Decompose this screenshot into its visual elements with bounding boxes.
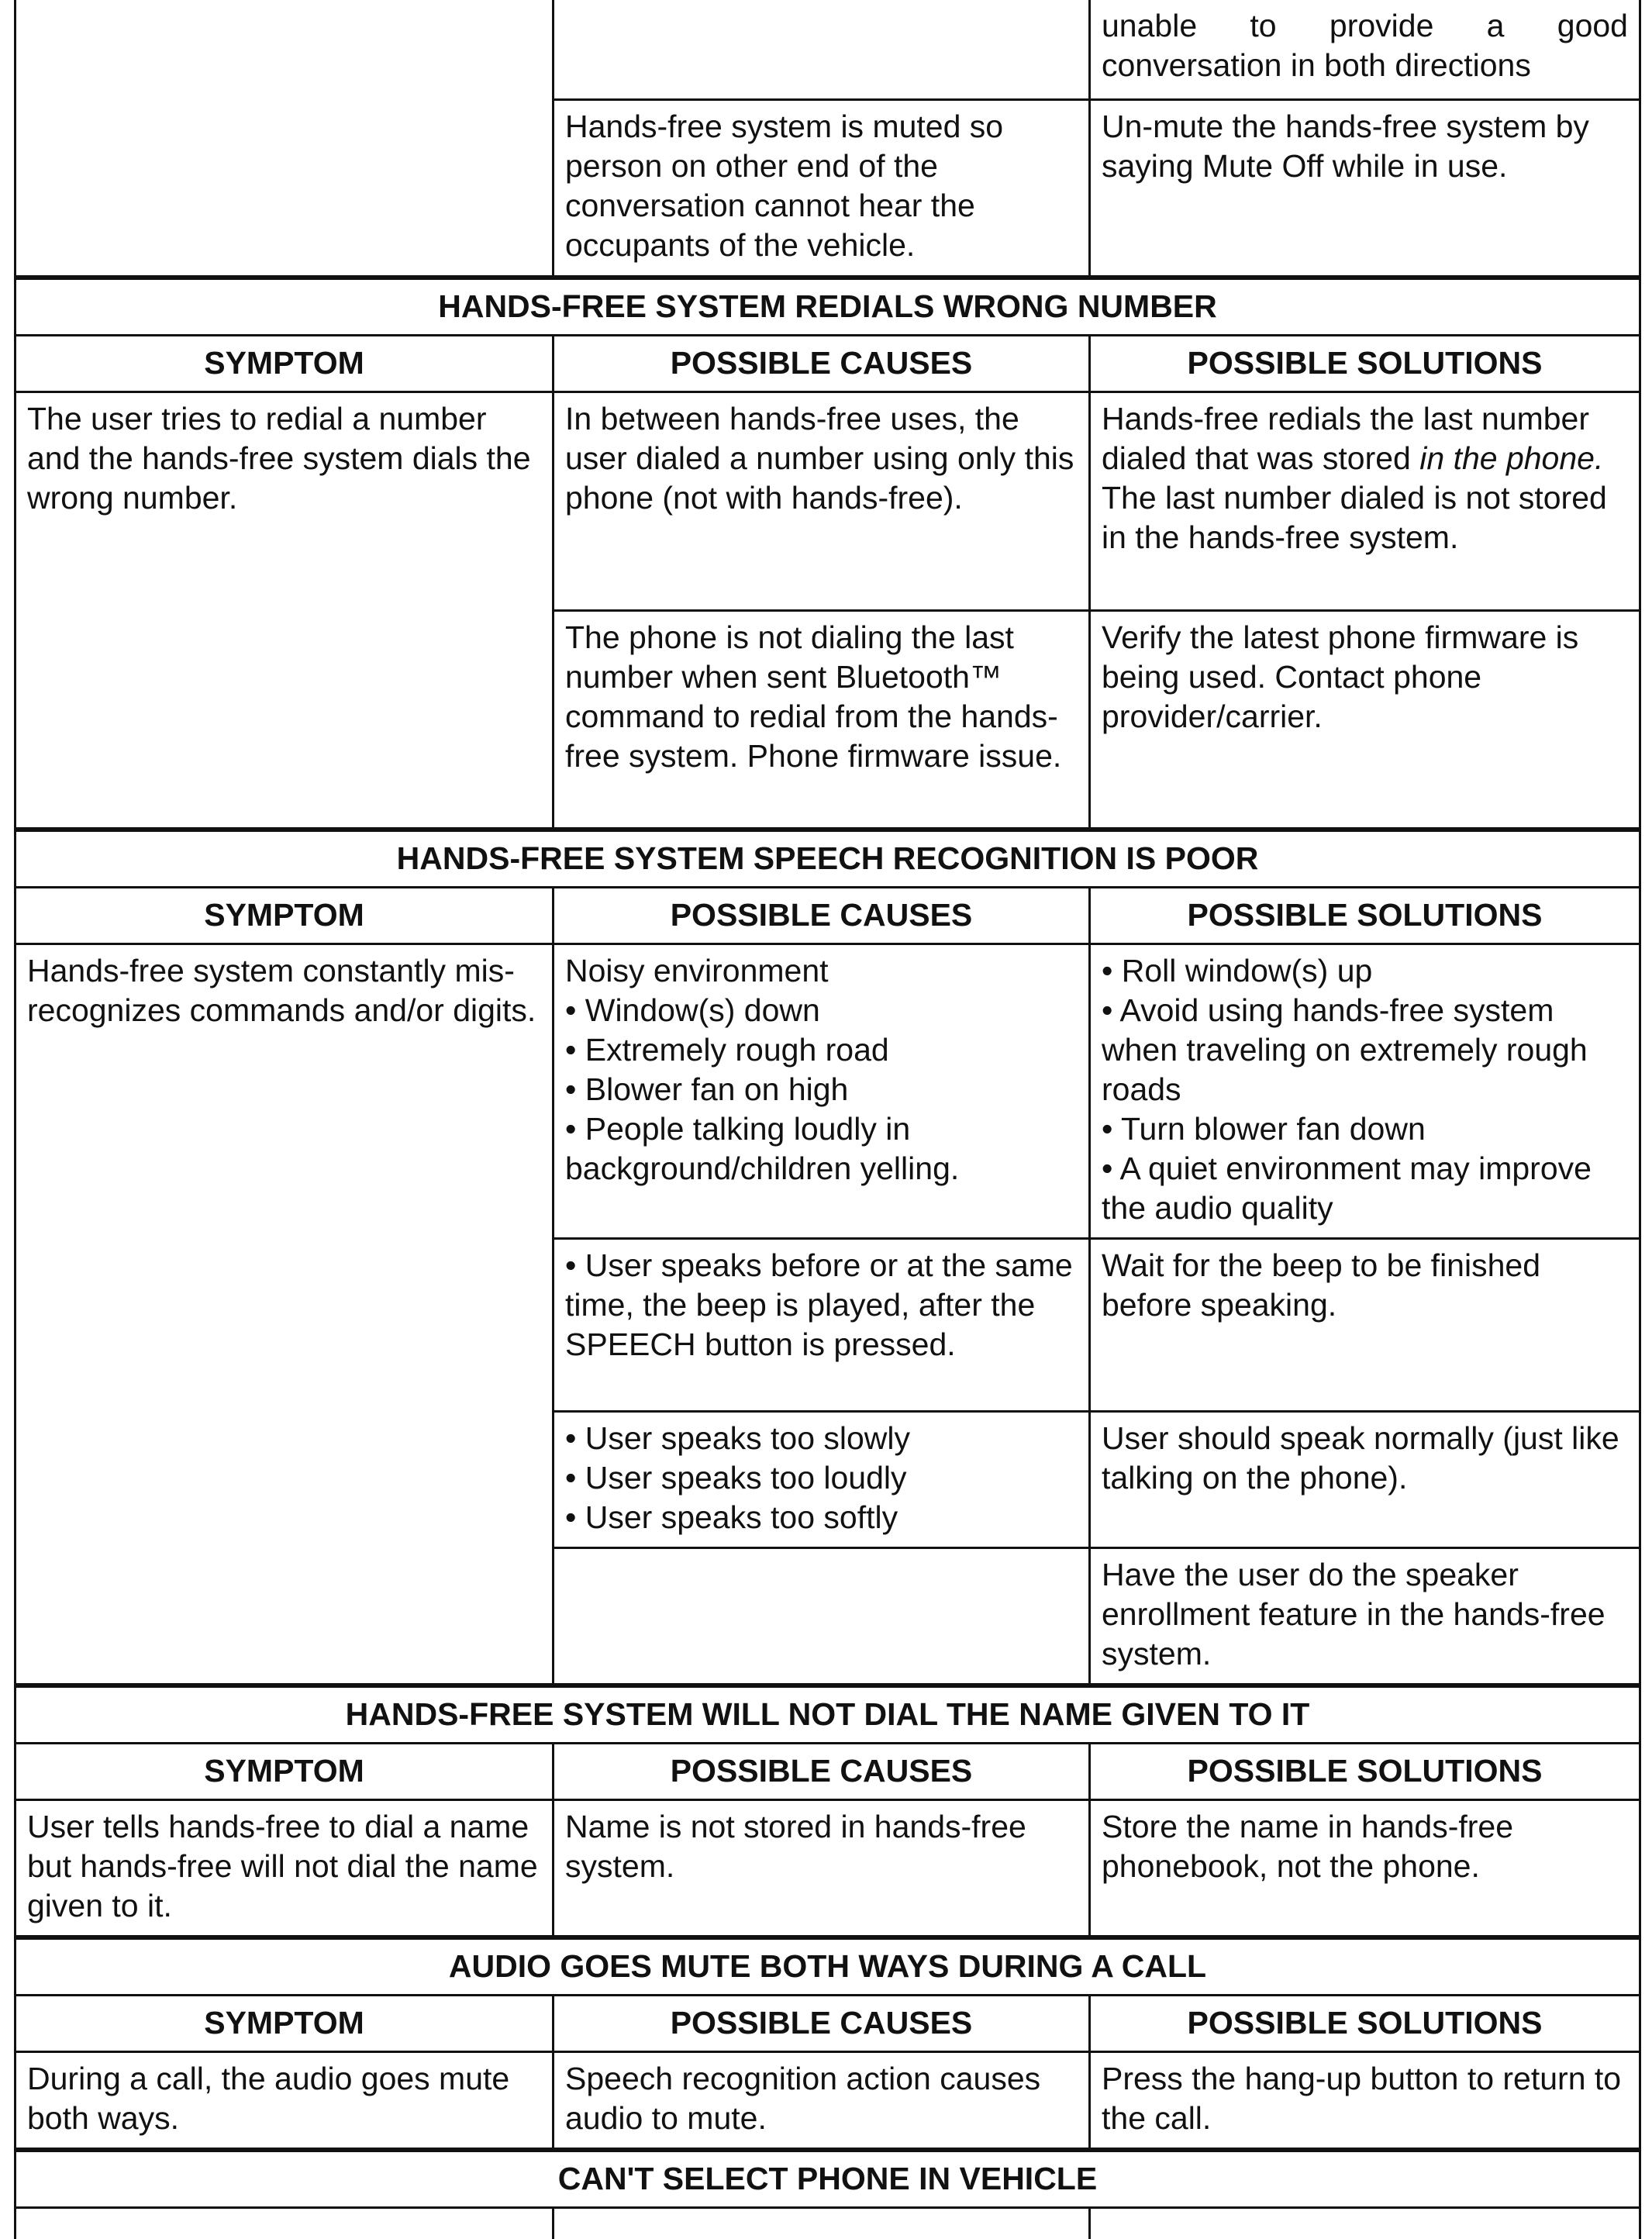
solutions-header: POSSIBLE SOLUTIONS — [1090, 1995, 1640, 2051]
dial-name-cause: Name is not stored in hands-free system. — [554, 1799, 1090, 1937]
list-item: • Blower fan on high — [565, 1071, 849, 1107]
solutions-header: POSSIBLE SOLUTIONS — [1090, 887, 1640, 944]
symptom-header: SYMPTOM — [16, 887, 554, 944]
speech-cause-3 — [554, 1411, 1090, 1547]
speech-symptom-cell: Hands-free system constantly mis-recognizes commands and/or digits. — [16, 944, 554, 1685]
cut-off-cell — [554, 2208, 1090, 2239]
list-item: • A quiet environment may improve the audio quality — [1102, 1150, 1592, 1226]
section-title-audio-mute: AUDIO GOES MUTE BOTH WAYS DURING A CALL — [16, 1937, 1640, 1996]
redial-symptom-cell: The user tries to redial a number and the hands-free system dials the wrong number. — [16, 392, 554, 830]
causes-header: POSSIBLE CAUSES — [554, 1743, 1090, 1799]
cause-mute-cell: Hands-free system is muted so person on other end of the conversation cannot hear the occupants of the vehicle. — [554, 99, 1090, 278]
redial-solution-1 — [1090, 392, 1640, 611]
symptom-header: SYMPTOM — [16, 336, 554, 392]
header-row — [16, 1995, 1640, 2051]
solution-mute-cell: Un-mute the hands-free system by saying Mute Off while in use. — [1090, 99, 1640, 278]
continued-solution-cell: unable to provide a good conversation in both directions — [1090, 0, 1640, 99]
audio-mute-symptom: During a call, the audio goes mute both ways. — [16, 2051, 554, 2150]
list-item: • User speaks too loudly — [565, 1459, 907, 1496]
section-row — [16, 2150, 1640, 2208]
list-item: • People talking loudly in background/children yelling. — [565, 1110, 960, 1186]
section-row — [16, 830, 1640, 888]
section-row — [16, 1937, 1640, 1996]
dial-name-solution: Store the name in hands-free phonebook, not the phone. — [1090, 1799, 1640, 1937]
symptom-header: SYMPTOM — [16, 1995, 554, 2051]
cut-off-cell — [1090, 2208, 1640, 2239]
list-item: • Roll window(s) up — [1102, 952, 1373, 988]
list-item: Noisy environment — [565, 952, 829, 988]
causes-header: POSSIBLE CAUSES — [554, 887, 1090, 944]
audio-mute-solution: Press the hang-up button to return to the call. — [1090, 2051, 1640, 2150]
speech-cause-2: • User speaks before or at the same time, the beep is played, after the SPEECH button is pressed. — [554, 1238, 1090, 1411]
table-row — [16, 392, 1640, 611]
list-item: • Window(s) down — [565, 992, 820, 1028]
header-row — [16, 887, 1640, 944]
table-row — [16, 0, 1640, 99]
section-title-select-phone: CAN'T SELECT PHONE IN VEHICLE — [16, 2150, 1640, 2208]
cut-off-cell — [16, 2208, 554, 2239]
troubleshooting-table — [14, 0, 1641, 2239]
speech-cause-4 — [554, 1547, 1090, 1685]
causes-header: POSSIBLE CAUSES — [554, 1995, 1090, 2051]
speech-solution-4: Have the user do the speaker enrollment feature in the hands-free system. — [1090, 1547, 1640, 1685]
list-item: • Extremely rough road — [565, 1031, 889, 1068]
solutions-header: POSSIBLE SOLUTIONS — [1090, 336, 1640, 392]
list-item: • User speaks too softly — [565, 1499, 898, 1535]
audio-mute-cause: Speech recognition action causes audio to mute. — [554, 2051, 1090, 2150]
section-row — [16, 1685, 1640, 1744]
speech-solution-1 — [1090, 944, 1640, 1238]
solutions-header: POSSIBLE SOLUTIONS — [1090, 1743, 1640, 1799]
redial-solution-1-em: in the phone. — [1419, 440, 1604, 476]
causes-header: POSSIBLE CAUSES — [554, 336, 1090, 392]
section-title-dial-name: HANDS-FREE SYSTEM WILL NOT DIAL THE NAME GIVEN TO IT — [16, 1685, 1640, 1744]
section-title-redial: HANDS-FREE SYSTEM REDIALS WRONG NUMBER — [16, 278, 1640, 336]
redial-solution-1-a: Hands-free redials the last number dialed that was stored — [1102, 401, 1589, 476]
list-item: • Avoid using hands-free system when traveling on extremely rough roads — [1102, 992, 1588, 1107]
section-row — [16, 278, 1640, 336]
troubleshooting-page — [14, 0, 1639, 2224]
dial-name-symptom: User tells hands-free to dial a name but hands-free will not dial the name given to it. — [16, 1799, 554, 1937]
speech-cause-1 — [554, 944, 1090, 1238]
speech-solution-2: Wait for the beep to be finished before speaking. — [1090, 1238, 1640, 1411]
table-row — [16, 944, 1640, 1238]
redial-cause-1: In between hands-free uses, the user dialed a number using only this phone (not with hands-free). — [554, 392, 1090, 611]
continued-cause-cell — [554, 0, 1090, 99]
list-item: • User speaks too slowly — [565, 1420, 911, 1456]
table-row — [16, 2208, 1640, 2239]
redial-cause-2: The phone is not dialing the last number when sent Bluetooth™ command to redial from the hands-free system. Phone firmware issue. — [554, 611, 1090, 830]
redial-solution-2: Verify the latest phone firmware is being used. Contact phone provider/carrier. — [1090, 611, 1640, 830]
speech-solution-3: User should speak normally (just like talking on the phone). — [1090, 1411, 1640, 1547]
table-row — [16, 1799, 1640, 1937]
list-item: • Turn blower fan down — [1102, 1110, 1426, 1147]
header-row — [16, 336, 1640, 392]
continued-symptom-cell — [16, 0, 554, 278]
table-row — [16, 2051, 1640, 2150]
redial-solution-1-b: The last number dialed is not stored in the hands-free system. — [1102, 480, 1607, 555]
header-row — [16, 1743, 1640, 1799]
symptom-header: SYMPTOM — [16, 1743, 554, 1799]
section-title-speech: HANDS-FREE SYSTEM SPEECH RECOGNITION IS POOR — [16, 830, 1640, 888]
